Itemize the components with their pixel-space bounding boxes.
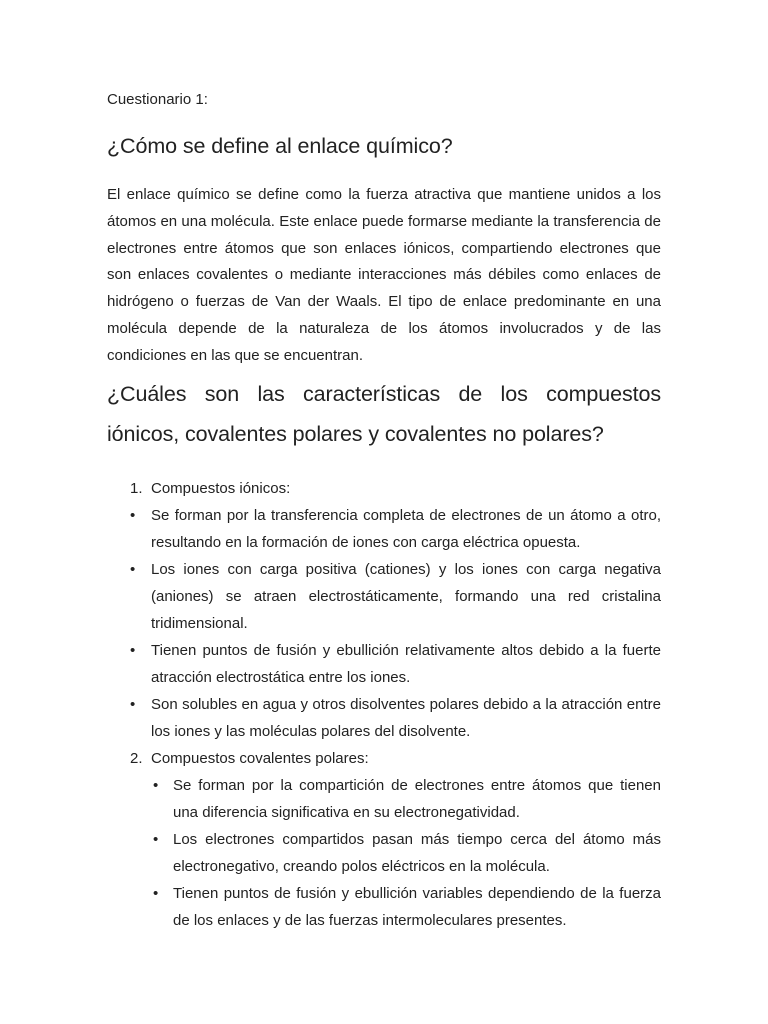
document-content bbox=[107, 89, 661, 934]
bullet-icon: • bbox=[130, 695, 136, 713]
list-item bbox=[107, 772, 661, 826]
list-item bbox=[107, 880, 661, 934]
bullet-icon: • bbox=[153, 776, 159, 794]
list-item-text: Se forman por la compartición de electrones entre átomos que tienen una diferencia significativa en su electronegatividad. bbox=[173, 776, 661, 821]
questionnaire-label: Cuestionario 1: bbox=[107, 91, 208, 108]
bullet-icon: • bbox=[153, 830, 159, 848]
question-1-heading: ¿Cómo se define al enlace químico? bbox=[107, 134, 453, 158]
section-title: Compuestos covalentes polares: bbox=[151, 749, 369, 767]
section-polar-covalent-heading bbox=[107, 745, 661, 772]
list-item bbox=[107, 556, 661, 637]
list-item-text: Son solubles en agua y otros disolventes polares debido a la atracción entre los iones y las moléculas polares del disolvente. bbox=[151, 695, 661, 740]
list-item bbox=[107, 502, 661, 556]
section-ionic-heading bbox=[107, 475, 661, 502]
list-number: 1. bbox=[130, 479, 143, 497]
list-item-text: Los electrones compartidos pasan más tiempo cerca del átomo más electronegativo, creando polos eléctricos en la molécula. bbox=[173, 830, 661, 875]
list-item-text: Tienen puntos de fusión y ebullición variables dependiendo de la fuerza de los enlaces y de las fuerzas intermoleculares presentes. bbox=[173, 884, 661, 929]
bullet-icon: • bbox=[130, 641, 136, 659]
list-item bbox=[107, 637, 661, 691]
bullet-icon: • bbox=[130, 506, 136, 524]
bullet-icon: • bbox=[153, 884, 159, 902]
list-item bbox=[107, 826, 661, 880]
list-item bbox=[107, 691, 661, 745]
list-number: 2. bbox=[130, 749, 143, 767]
characteristics-list bbox=[107, 475, 661, 934]
list-item-text: Los iones con carga positiva (cationes) y los iones con carga negativa (aniones) se atraen electrostáticamente, formando una red cristalina tridimensional. bbox=[151, 560, 661, 632]
list-item-text: Tienen puntos de fusión y ebullición relativamente altos debido a la fuerte atracción electrostática entre los iones. bbox=[151, 641, 661, 686]
section-title: Compuestos iónicos: bbox=[151, 479, 291, 497]
question-2-heading: ¿Cuáles son las características de los compuestos iónicos, covalentes polares y covalentes no polares? bbox=[107, 381, 661, 447]
bullet-icon: • bbox=[130, 560, 136, 578]
answer-1-paragraph: El enlace químico se define como la fuerza atractiva que mantiene unidos a los átomos en una molécula. Este enlace puede formarse mediante la transferencia de electrones entre átomos que son enlaces iónicos, compartiendo electrones que son enlaces covalentes o mediante interacciones más débiles como enlaces de hidrógeno o fuerzas de Van der Waals. El tipo de enlace predominante en una molécula depende de la naturaleza de los átomos involucrados y de las condiciones en las que se encuentran. bbox=[107, 186, 661, 364]
list-item-text: Se forman por la transferencia completa de electrones de un átomo a otro, resultando en la formación de iones con carga eléctrica opuesta. bbox=[151, 506, 661, 551]
